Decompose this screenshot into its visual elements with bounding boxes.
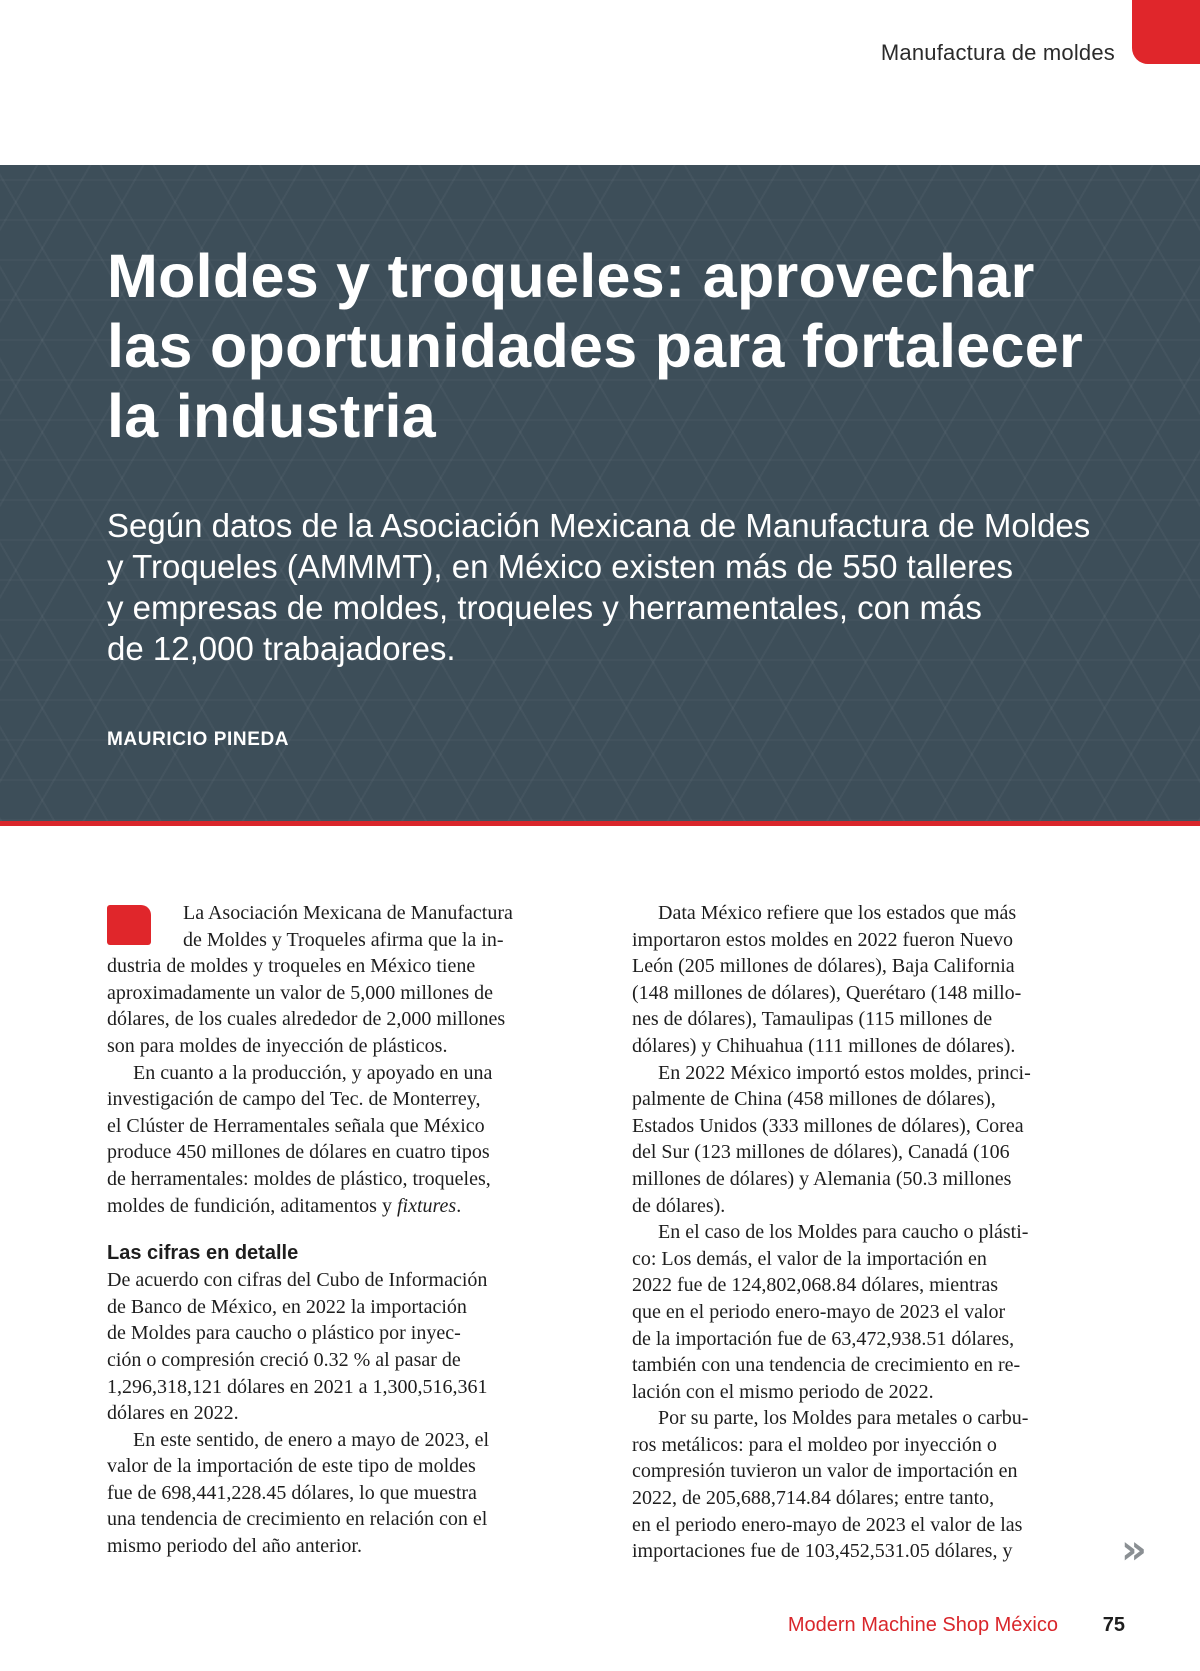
author-byline: MAURICIO PINEDA [107, 729, 290, 750]
paragraph-end: . [456, 1194, 462, 1217]
paragraph: En el caso de los Moldes para caucho o plásti- co: Los demás, el valor de la importación en 2022 fue de 124,802,068.84 dólares, mientras que en el periodo enero-mayo de 2023 el valor de la importación fue de 63,472,938.51 dólares, también con una tendencia de crecimiento en re- lación con el mismo periodo de 2022. [632, 1221, 1029, 1403]
subheading: Las cifras en detalle [107, 1242, 299, 1265]
paragraph [107, 1060, 599, 1220]
corner-tab [1132, 0, 1200, 64]
section-label: Manufactura de moldes [880, 40, 1115, 65]
paragraph: De acuerdo con cifras del Cubo de Información de Banco de México, en 2022 la importación de Moldes para caucho o plástico por inyec- ción o compresión creció 0.32 % al pasar de 1,296,318,121 dólares en 2021 a 1,300,516,361 dólares en 2022. [107, 1269, 488, 1425]
paragraph: En 2022 México importó estos moldes, princi- palmente de China (458 millones de dólares), Estados Unidos (333 millones de dólares), Corea del Sur (123 millones de dólares), Canadá (106 millones de dólares) y Alemania (50.3 millones de dólares). [632, 1061, 1031, 1217]
paragraph: En este sentido, de enero a mayo de 2023, el valor de la importación de este tipo de moldes fue de 698,441,228.45 dólares, lo que muestra una tendencia de crecimiento en relación con el mismo periodo del año anterior. [107, 1428, 489, 1558]
paragraph: Data México refiere que los estados que más importaron estos moldes en 2022 fueron Nuevo León (205 millones de dólares), Baja California (148 millones de dólares), Querétaro (148 millo- nes de dólares), Tamaulipas (115 millones de dólares) y Chihuahua (111 millones de dólares). [632, 902, 1022, 1057]
page-number: 75 [1102, 1614, 1125, 1636]
paragraph: Por su parte, los Moldes para metales o carbu- ros metálicos: para el moldeo por inyección o compresión tuvieron un valor de importación en 2022, de 205,688,714.84 dólares; entre tanto, en el periodo enero-mayo de 2023 el valor de las importaciones fue de 103,452,531.05 dólares, y [632, 1407, 1029, 1563]
body-column-right [632, 900, 1112, 1565]
paragraph-text: En cuanto a la producción, y apoyado en una investigación de campo del Tec. de Monterrey, el Clúster de Herramentales señala que México produce 450 millones de dólares en cuatro tipos de herramentales: moldes de plástico, troqueles, moldes de fundición, aditamentos y [107, 1061, 493, 1217]
article-title: Moldes y troqueles: aprovechar las oportunidades para fortalecer la industria [107, 242, 1084, 450]
paragraph-rest: dustria de moldes y troqueles en México tiene aproximadamente un valor de 5,000 millones de dólares, de los cuales alrededor de 2,000 millones son para moldes de inyección de plásticos. [107, 955, 506, 1057]
article-deck: Según datos de la Asociación Mexicana de Manufactura de Moldes y Troqueles (AMMMT), en México existen más de 550 talleres y empresas de moldes, troqueles y herramentales, con más de 12,000 trabajadores. [107, 507, 1091, 667]
hero-banner [0, 165, 1200, 826]
body-column-left [107, 900, 599, 1560]
paragraph-opening: La Asociación Mexicana de Manufactura de Moldes y Troqueles afirma que la in- [183, 902, 513, 951]
continue-arrow-icon: » [1121, 1527, 1137, 1573]
footer-magazine-name: Modern Machine Shop México [787, 1614, 1058, 1636]
italic-term: fixtures [396, 1194, 457, 1217]
paragraph [107, 900, 599, 1060]
